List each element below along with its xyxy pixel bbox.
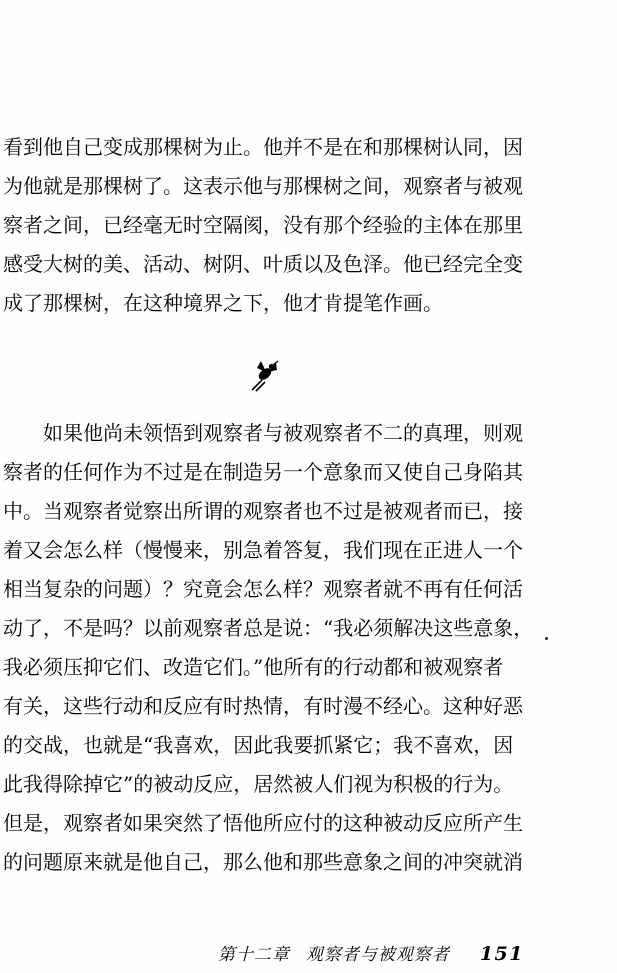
text-line: 相当复杂的问题）？究竟会怎么样？观察者就不再有任何活 [3,577,523,601]
text-line: 着又会怎么样（慢慢来，别急着答复，我们现在正进人一个 [3,538,523,562]
text-line: 此我得除掉它”的被动反应，居然被人们视为积极的行为。 [3,772,514,796]
text-line: 中。当观察者觉察出所谓的观察者也不过是被观者而已，接 [3,499,523,523]
scan-speck [545,637,548,640]
footer-page-number: 151 [479,943,524,965]
text-line: 感受大树的美、活动、树阴、叶质以及色泽。他已经完全变 [3,252,523,276]
paragraph-2 [3,414,543,882]
paragraph-1 [3,128,543,323]
text-line: 如果他尚未领悟到观察者与被观察者不二的真理，则观 [43,421,523,445]
text-line: 动了，不是吗？以前观察者总是说：“我必须解决这些意象， [3,616,534,640]
text-line: 看到他自己变成那棵树为止。他并不是在和那棵树认同，因 [3,135,523,159]
text-line: 的问题原来就是他自己，那么他和那些意象之间的冲突就消 [3,850,523,874]
text-line: 我必须压抑它们、改造它们。”他所有的行动都和被观察者 [3,655,504,679]
text-line: 有关，这些行动和反应有时热情，有时漫不经心。这种好恶 [3,694,523,718]
footer-chapter-number: 第十二章 [217,945,290,965]
text-line: 为他就是那棵树了。这表示他与那棵树之间，观察者与被观 [3,174,523,198]
text-line: 察者的任何作为不过是在制造另一个意象而又使自己身陷其 [3,460,523,484]
dragonfly-ornament-icon [249,359,279,392]
page-footer [3,940,524,965]
text-line: 察者之间，已经毫无时空隔阂，没有那个经验的主体在那里 [3,213,523,237]
text-line: 但是，观察者如果突然了悟他所应付的这种被动反应所产生 [3,811,523,835]
text-line: 的交战，也就是“我喜欢，因此我要抓紧它；我不喜欢，因 [3,733,514,757]
footer-chapter-title: 观察者与被观察者 [305,945,450,965]
text-line: 成了那棵树，在这种境界之下，他才肯提笔作画。 [3,291,443,315]
